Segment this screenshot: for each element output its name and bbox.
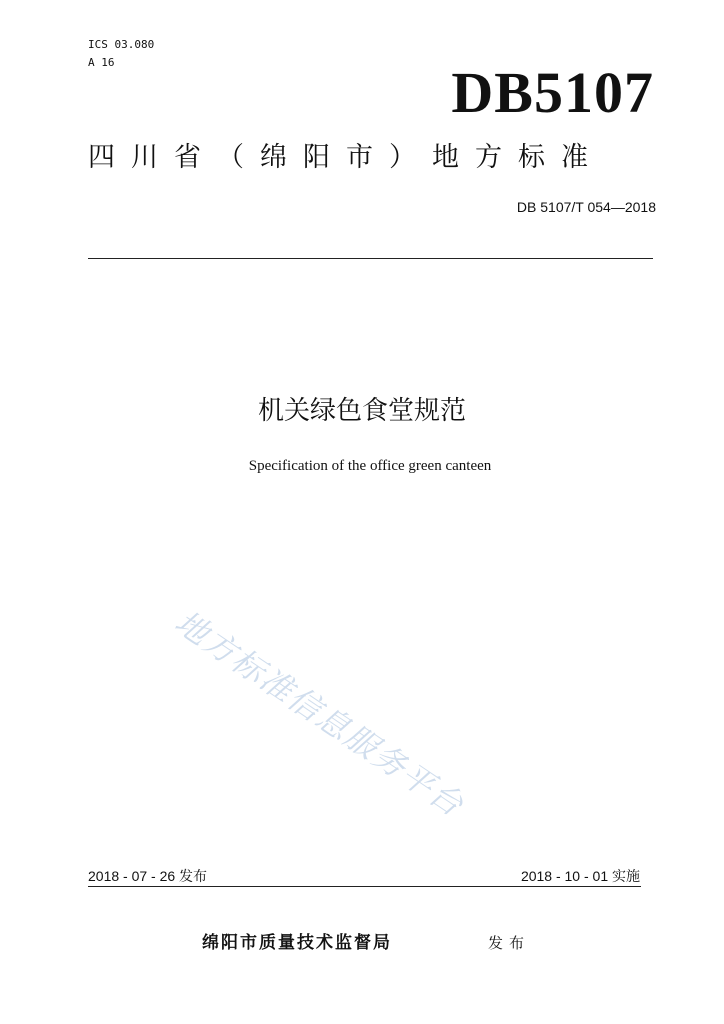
document-title-english: Specification of the office green canteen: [248, 458, 492, 474]
issue-date: 2018 - 07 - 26 发布: [88, 868, 208, 884]
top-divider: [88, 258, 653, 259]
standard-code-heading: DB5107: [451, 60, 654, 125]
publish-label: 发布: [488, 934, 531, 952]
watermark: 地方标准信息服务平台: [168, 602, 472, 825]
classification-code: A 16: [88, 56, 115, 69]
bottom-divider: [88, 886, 641, 887]
implementation-date: 2018 - 10 - 01 实施: [520, 868, 640, 884]
standard-type-title: 四川省（绵阳市）地方标准: [88, 142, 604, 173]
issuing-authority: 绵阳市质量技术监督局: [202, 933, 392, 953]
standard-number: DB 5107/T 054—2018: [516, 199, 656, 215]
ics-code: ICS 03.080: [88, 38, 155, 51]
document-title-chinese: 机关绿色食堂规范: [257, 396, 466, 426]
